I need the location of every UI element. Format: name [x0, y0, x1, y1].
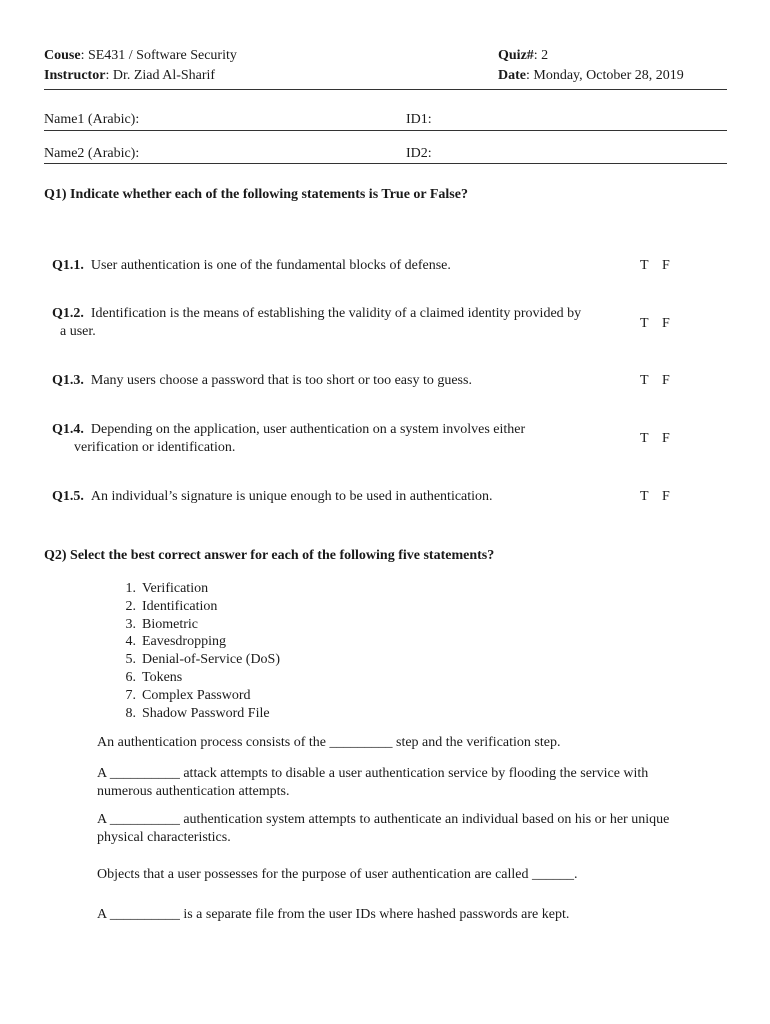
q1-3-false-option[interactable]: F [662, 373, 670, 388]
instructor-label: Instructor [44, 68, 106, 83]
quiz-line [498, 48, 548, 64]
name2-field-label: Name2 (Arabic): [44, 146, 140, 161]
choice-text: Denial-of-Service (DoS) [142, 652, 281, 668]
name1-underline [44, 130, 727, 131]
q1-item-1 [52, 258, 451, 274]
q1-4-true-option[interactable]: T [640, 431, 649, 446]
choice-text: Identification [142, 598, 218, 614]
choice-text: Complex Password [142, 687, 251, 703]
course-label: Couse [44, 48, 81, 63]
date-line [498, 68, 684, 84]
choice-text: Tokens [142, 669, 183, 685]
course-line [44, 48, 237, 64]
statement-line: physical characteristics. [97, 830, 231, 845]
choice-number: 2. [125, 598, 136, 614]
quiz-label: Quiz# [498, 48, 534, 63]
choice-text: Biometric [142, 616, 198, 632]
date-label: Date [498, 68, 526, 83]
date-value: : Monday, October 28, 2019 [526, 68, 684, 83]
q1-item-3 [52, 373, 472, 389]
statement-line: numerous authentication attempts. [97, 784, 290, 799]
statement-line: An authentication process consists of the _________ step and the verification step. [97, 735, 561, 750]
q2-statement-4 [97, 866, 578, 884]
statement-line: Objects that a user possesses for the purpose of user authentication are called ______. [97, 867, 578, 882]
name2-underline [44, 163, 727, 164]
choice-number: 5. [125, 652, 136, 668]
header-divider [44, 89, 727, 90]
q2-choice [125, 669, 280, 687]
q2-statement-1 [97, 734, 560, 752]
quiz-value: : 2 [533, 48, 549, 63]
q1-1-false-option[interactable]: F [662, 258, 670, 273]
q1-5-false-option[interactable]: F [662, 489, 670, 504]
q2-title: Q2) Select the best correct answer for each of the following five statements? [44, 548, 495, 563]
q1-item-text: Depending on the application, user authentication on a system involves either [90, 422, 526, 437]
choice-number: 7. [125, 687, 136, 703]
q2-choice [125, 705, 280, 723]
q1-item-text: An individual’s signature is unique enough to be used in authentication. [90, 489, 493, 504]
q1-item-number: Q1.5. [52, 489, 84, 504]
choice-number: 3. [125, 616, 136, 632]
q1-item-4 [52, 422, 525, 438]
q1-4-false-option[interactable]: F [662, 431, 670, 446]
q2-statement-2 [97, 765, 648, 801]
q2-choice [125, 616, 280, 634]
q1-3-true-option[interactable]: T [640, 373, 649, 388]
q1-item-4-continuation: verification or identification. [74, 440, 236, 455]
q2-choice [125, 651, 281, 669]
q2-choice [125, 580, 280, 598]
choice-text: Eavesdropping [142, 634, 226, 650]
q1-item-5 [52, 489, 493, 505]
q1-item-text: Identification is the means of establishing the validity of a claimed identity provided by [90, 306, 582, 321]
q1-5-true-option[interactable]: T [640, 489, 649, 504]
q2-choice [125, 598, 280, 616]
choice-number: 8. [125, 705, 136, 721]
q1-item-text: Many users choose a password that is too short or too easy to guess. [90, 373, 472, 388]
q2-choice [125, 687, 280, 705]
instructor-line [44, 68, 215, 84]
q2-statement-3 [97, 811, 669, 847]
choice-text: Verification [142, 581, 209, 596]
choice-text: Shadow Password File [142, 705, 270, 721]
instructor-value: : Dr. Ziad Al-Sharif [105, 68, 216, 83]
choice-number: 4. [125, 634, 136, 650]
id1-field-label: ID1: [406, 112, 432, 127]
q1-item-number: Q1.1. [52, 258, 84, 273]
q1-item-text: User authentication is one of the fundamental blocks of defense. [90, 258, 451, 273]
q2-choice [125, 633, 280, 651]
q1-2-false-option[interactable]: F [662, 316, 670, 331]
statement-line: A __________ is a separate file from the user IDs where hashed passwords are kept. [97, 907, 570, 922]
q2-statement-5 [97, 906, 569, 924]
q1-item-number: Q1.2. [52, 306, 84, 321]
q1-title: Q1) Indicate whether each of the following statements is True or False? [44, 187, 468, 202]
choice-number: 1. [125, 581, 136, 596]
name1-field-label: Name1 (Arabic): [44, 112, 140, 127]
q1-item-number: Q1.3. [52, 373, 84, 388]
course-value: : SE431 / Software Security [80, 48, 237, 63]
q1-2-true-option[interactable]: T [640, 316, 649, 331]
choice-number: 6. [125, 669, 136, 685]
q1-item-number: Q1.4. [52, 422, 84, 437]
q1-item-2-continuation: a user. [60, 324, 96, 339]
q1-1-true-option[interactable]: T [640, 258, 649, 273]
statement-line: A __________ authentication system attempts to authenticate an individual based on his or her unique [97, 812, 670, 827]
q1-item-2 [52, 306, 581, 322]
id2-field-label: ID2: [406, 146, 432, 161]
q2-choice-list [118, 580, 280, 722]
statement-line: A __________ attack attempts to disable a user authentication service by flooding the service with [97, 766, 649, 781]
